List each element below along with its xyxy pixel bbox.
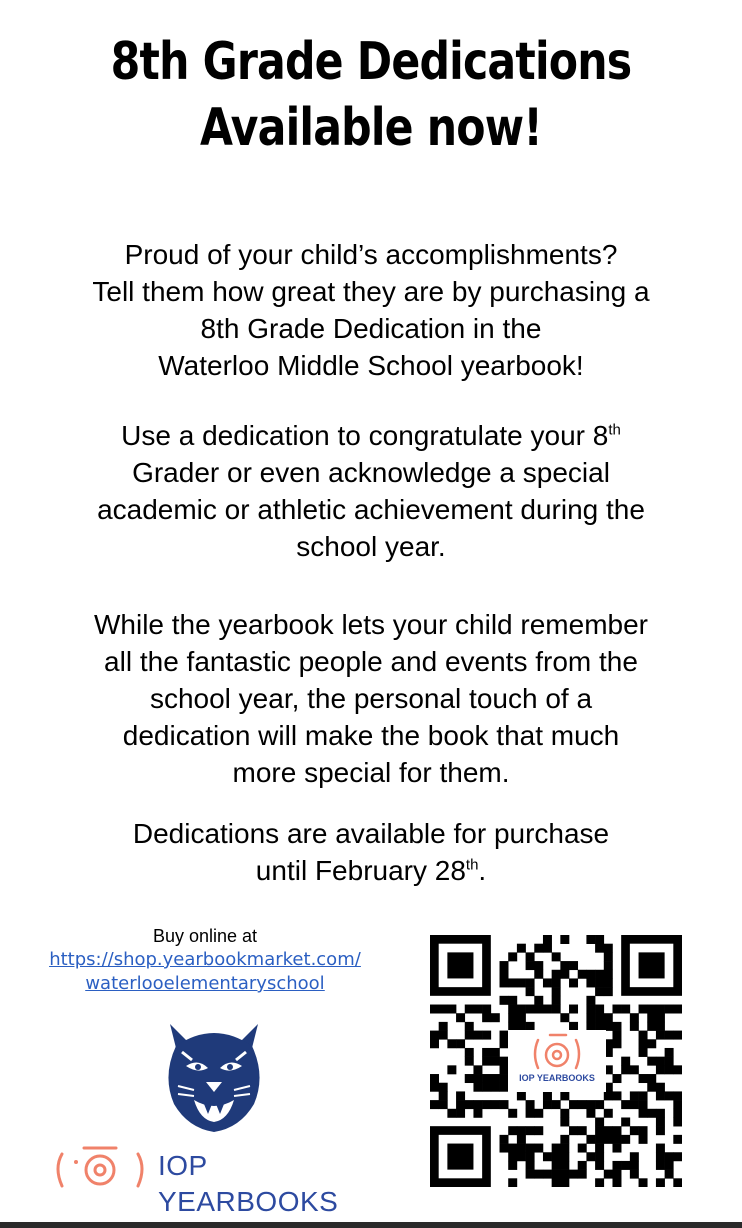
text-line: all the fantastic people and events from the [104, 646, 638, 677]
usage-paragraph [30, 417, 712, 565]
shop-link[interactable]: https://shop.yearbookmarket.com/ waterlooelementaryschool [49, 949, 361, 994]
page-subtitle: Available now! [200, 98, 542, 158]
text-line: 8th Grade Dedication in the [200, 313, 542, 344]
text-line: Proud of your child’s accomplishments? [124, 239, 618, 270]
text-line: Waterloo Middle School yearbook! [158, 350, 584, 381]
text-line: school year, the personal touch of a [149, 683, 593, 714]
iop-brand-text: IOP YEARBOOKS [158, 1150, 339, 1217]
text-line: academic or athletic achievement during the [97, 494, 645, 525]
iop-yearbooks-logo [48, 1142, 378, 1217]
qr-center-logo [508, 1030, 606, 1092]
text-line: Use a dedication to congratulate your 8th [121, 420, 621, 451]
text-line: Dedications are available for purchase [132, 818, 610, 849]
text-line: dedication will make the book that much [122, 720, 620, 751]
qr-brand-text: IOP YEARBOOKS [519, 1073, 595, 1083]
buy-online-label: Buy online at [152, 926, 258, 946]
wildcat-mascot-icon [158, 1016, 270, 1136]
camera-icon [48, 1142, 152, 1192]
text-line: Tell them how great they are by purchasing a [92, 276, 650, 307]
text-line: school year. [296, 531, 446, 562]
text-line: Grader or even acknowledge a special [132, 457, 610, 488]
text-line: until February 28th. [255, 855, 487, 886]
reason-paragraph [30, 606, 712, 791]
superscript: th [465, 856, 479, 874]
text-line: While the yearbook lets your child remember [93, 609, 648, 640]
camera-icon [508, 1030, 606, 1074]
superscript: th [608, 421, 621, 439]
bottom-border [0, 1222, 742, 1228]
text-line: more special for them. [232, 757, 510, 788]
intro-paragraph [30, 236, 712, 384]
deadline-paragraph [30, 815, 712, 889]
page-title: 8th Grade Dedications [110, 32, 632, 92]
